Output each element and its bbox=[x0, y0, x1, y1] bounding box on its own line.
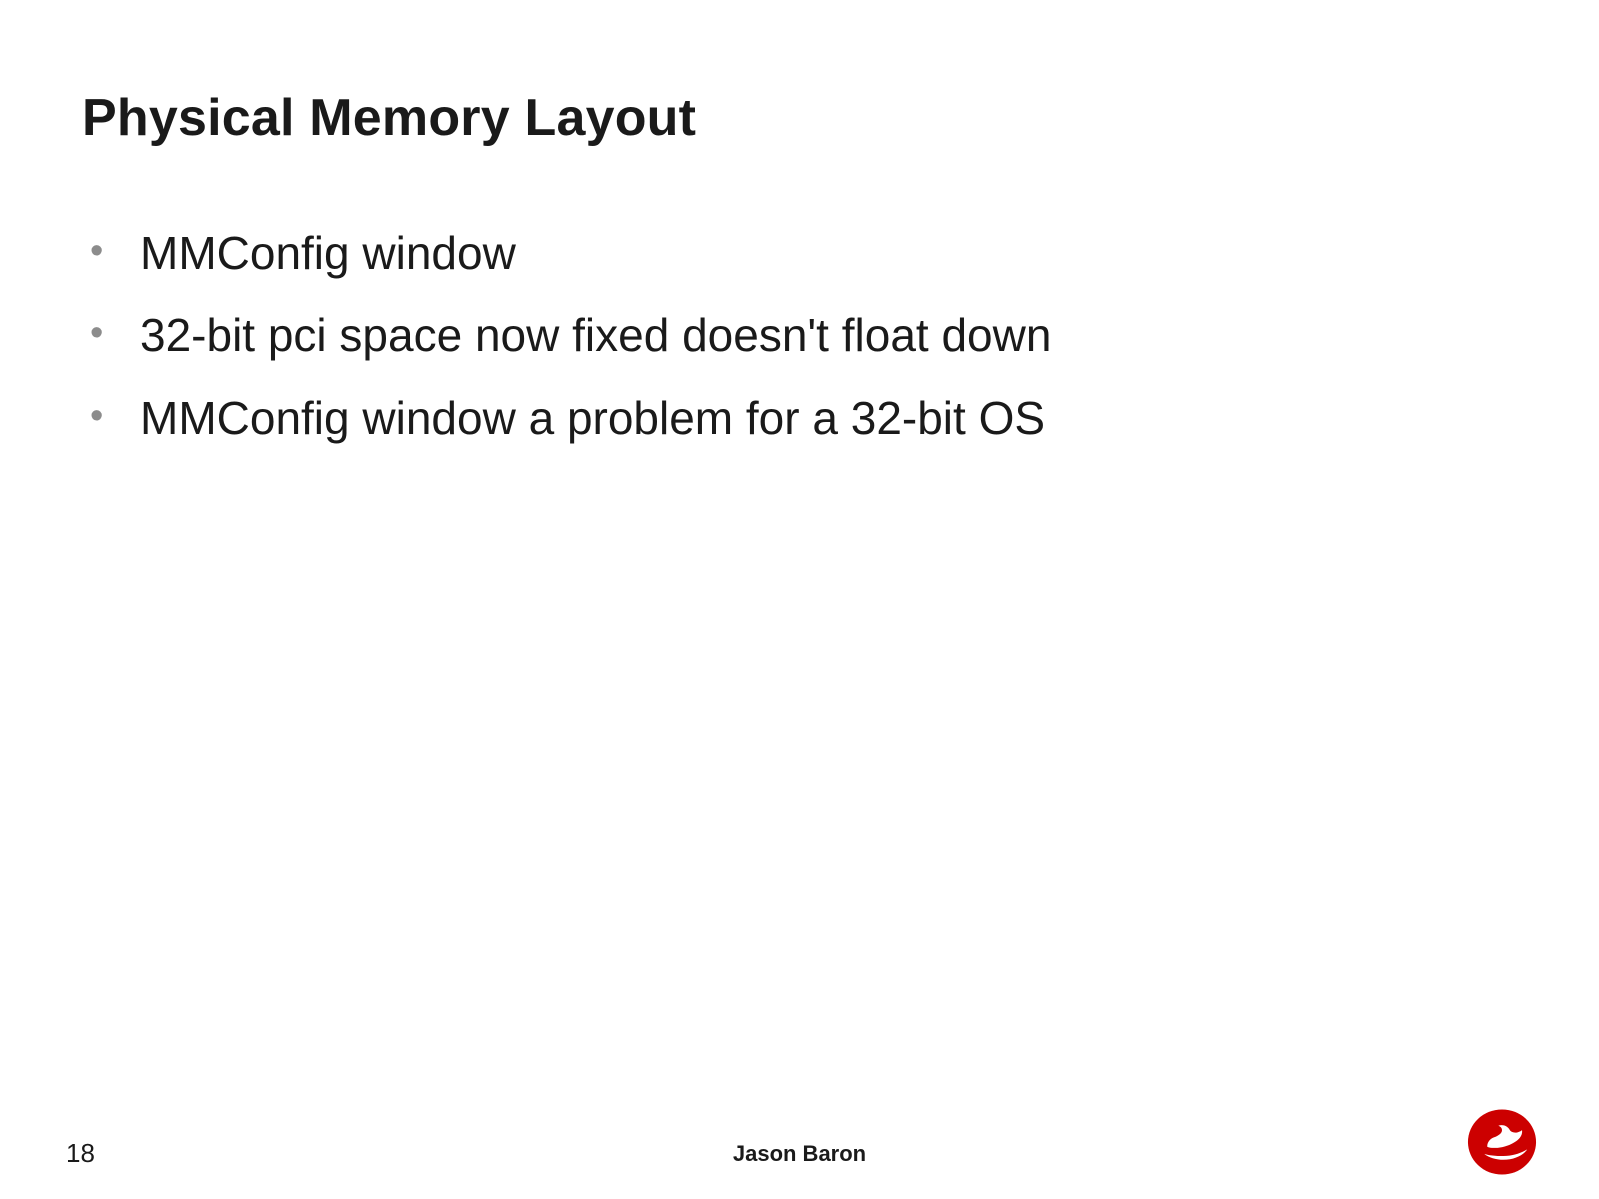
bullet-list bbox=[90, 226, 1490, 473]
list-item-label: MMConfig window a problem for a 32-bit OS bbox=[140, 391, 1046, 444]
list-item-label: 32-bit pci space now fixed doesn't float down bbox=[140, 309, 1052, 362]
list-item-label: MMConfig window bbox=[140, 227, 516, 279]
list-item bbox=[90, 308, 1490, 362]
list-item bbox=[90, 226, 1490, 280]
bullet-icon: • bbox=[90, 312, 104, 355]
footer-author: Jason Baron bbox=[732, 1141, 867, 1166]
page-title: Physical Memory Layout bbox=[82, 89, 697, 147]
bullet-icon: • bbox=[90, 230, 104, 272]
bullet-icon: • bbox=[90, 394, 104, 437]
red-hat-logo bbox=[1465, 1105, 1539, 1179]
list-item bbox=[90, 391, 1490, 445]
page-number: 18 bbox=[66, 1138, 95, 1168]
